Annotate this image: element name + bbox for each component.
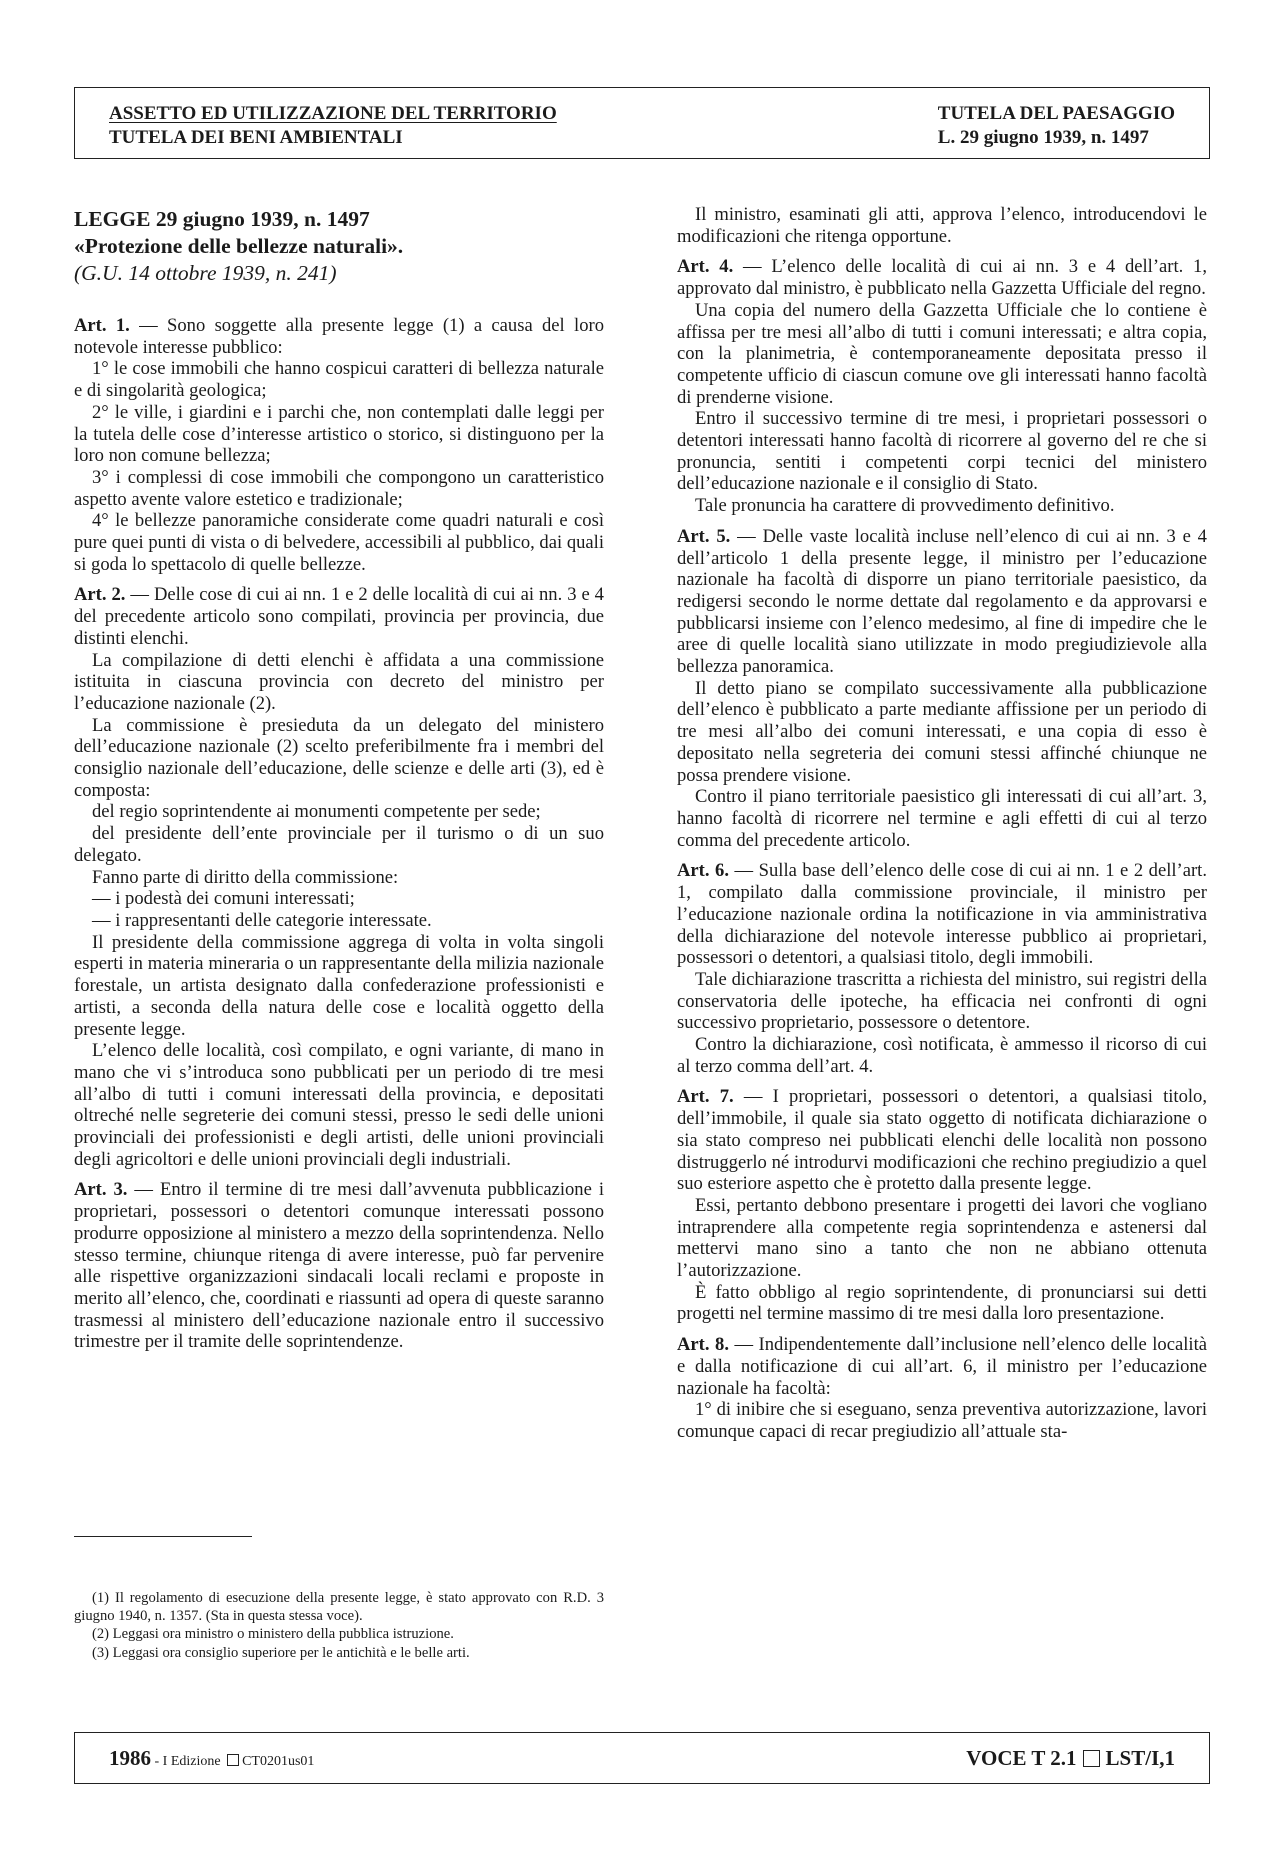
article-text: 1° le cose immobili che hanno cospicui caratteri di bellezza naturale e di singolarità geologica;: [74, 358, 604, 402]
articles-left: [74, 315, 604, 1353]
page-footer: [74, 1732, 1210, 1784]
law-subtitle: «Protezione delle bellezze naturali».: [74, 234, 404, 258]
header-law-ref: L. 29 giugno 1939, n. 1497: [937, 127, 1149, 148]
footer-left: [109, 1746, 314, 1771]
article: [677, 1334, 1207, 1443]
footnote: (1) Il regolamento di esecuzione della presente legge, è stato approvato con R.D. 3 giugno 1940, n. 1357. (Sta in questa stessa voce).: [74, 1590, 604, 1625]
article-text: 4° le bellezze panoramiche considerate come quadri naturali e così pure quei punti di vista o di belvedere, accessibili al pubblico, dai quali si goda lo spettacolo di quelle bellezze.: [74, 510, 604, 575]
article-text: Entro il successivo termine di tre mesi, i proprietari possessori o detentori interessati hanno facoltà di ricorrere al governo del re che si pronuncia, sentiti i competenti corpi tecnici del ministero dell’educazione nazionale e il consiglio di Stato.: [677, 408, 1207, 495]
article-number: Art. 2.: [74, 584, 126, 606]
article-text: La compilazione di detti elenchi è affidata a una commissione istituita in ciascuna provincia con decreto del ministro per l’educazione nazionale (2).: [74, 649, 604, 714]
header-left: [109, 102, 557, 158]
article-paragraph: [677, 300, 1207, 409]
law-title: LEGGE 29 giugno 1939, n. 1497: [74, 207, 370, 231]
header-section-subtitle: TUTELA DEI BENI AMBIENTALI: [109, 127, 403, 148]
article-paragraph: [677, 1399, 1207, 1442]
article-paragraph: [677, 969, 1207, 1034]
article-paragraph: [677, 1086, 1207, 1195]
article-paragraph: [74, 932, 604, 1041]
article-text: — Delle cose di cui ai nn. 1 e 2 delle località di cui ai nn. 3 e 4 del precedente articolo sono compilati, provincia per provincia, due distinti elenchi.: [74, 584, 604, 649]
article-paragraph: [677, 786, 1207, 851]
article-number: Art. 6.: [677, 860, 729, 882]
article: [677, 860, 1207, 1077]
article-paragraph: [74, 867, 604, 889]
article-text: — Entro il termine di tre mesi dall’avvenuta pubblicazione i proprietari, possessori o detentori comunque interessati possono produrre opposizione al ministero a mezzo della soprintendenza. Nello stesso termine, chiunque ritenga di avere interesse, può far pervenire alle rispettive organizzazioni sindacali locali reclami e proposte in merito all’elenco, che, coordinati e riassunti ad opera di queste saranno trasmessi al ministero dell’educazione nazionale entro il successivo trimestre per il tramite delle soprintendenze.: [74, 1179, 604, 1353]
article-text: Essi, pertanto debbono presentare i progetti dei lavori che vogliano intraprendere alla competente regia soprintendenza e astenersi dal mettervi mano sino a tanto che non ne abbiano ottenuta l’autorizzazione.: [677, 1194, 1207, 1282]
article-paragraph: [677, 256, 1207, 299]
article: [677, 1086, 1207, 1325]
article-number: Art. 3.: [74, 1179, 128, 1201]
article-text: 3° i complessi di cose immobili che compongono un caratteristico aspetto avente valore estetico e tradizionale;: [74, 466, 604, 510]
article-paragraph: [74, 801, 604, 823]
article-text: 1° di inibire che si eseguano, senza preventiva autorizzazione, lavori comunque capaci di recar pregiudizio all’attuale sta-: [677, 1399, 1207, 1442]
square-icon: [227, 1754, 239, 1766]
article-paragraph: [677, 204, 1207, 247]
article-text: Tale dichiarazione trascritta a richiesta del ministro, sui registri della conservatoria delle ipoteche, ha efficacia nei confronti di ogni successivo proprietario, possessore o detentore.: [677, 968, 1207, 1034]
article-text: Fanno parte di diritto della commissione:: [92, 866, 399, 888]
article-paragraph: [677, 495, 1207, 517]
gazette-reference: (G.U. 14 ottobre 1939, n. 241): [74, 261, 337, 285]
square-icon: [1083, 1750, 1100, 1767]
article-text: L’elenco delle località, così compilato, e ogni variante, di mano in mano che vi s’introduca sono pubblicati per un periodo di tre mesi all’albo di tutti i comuni interessati della provincia, e depositati oltreché nelle segreterie dei comuni stessi, presso le sedi delle unioni provinciali dei professionisti e degli artisti, delle unioni provinciali degli agricoltori e delle unioni provinciali degli industriali.: [74, 1040, 604, 1170]
footnote: (3) Leggasi ora consiglio superiore per le antichità e le belle arti.: [92, 1644, 470, 1661]
page-header: [74, 87, 1210, 159]
article-text: — i podestà dei comuni interessati;: [92, 888, 355, 910]
article-paragraph: [74, 650, 604, 715]
article-text: del presidente dell’ente provinciale per il turismo o di un suo delegato.: [74, 823, 604, 866]
article-paragraph: [74, 1179, 604, 1353]
article-text: 2° le ville, i giardini e i parchi che, non contemplati dalle leggi per la tutela delle cose d’interesse artistico o storico, si distinguono per la loro non comune bellezza;: [74, 401, 604, 467]
article-paragraph: [677, 1282, 1207, 1325]
article-text: Una copia del numero della Gazzetta Ufficiale che lo contiene è affissa per tre mesi all’albo di tutti i comuni interessati; e altra copia, con la planimetria, è contemporaneamente depositata presso il competente ufficio di ciascun comune ove gli interessati hanno facoltà di prenderne visione.: [677, 299, 1207, 408]
article-paragraph: [74, 1040, 604, 1170]
article: [677, 526, 1207, 852]
article: [74, 315, 604, 575]
voce-label: VOCE T 2.1: [966, 1745, 1077, 1770]
article-paragraph: [677, 1034, 1207, 1077]
article-paragraph: [677, 526, 1207, 678]
article-number: Art. 4.: [677, 256, 734, 278]
footnote: (2) Leggasi ora ministro o ministero della pubblica istruzione.: [92, 1626, 454, 1643]
article-text: — L’elenco delle località di cui ai nn. 3 e 4 dell’art. 1, approvato dal ministro, è pubblicato nella Gazzetta Ufficiale del regno.: [677, 256, 1207, 300]
article-number: Art. 1.: [74, 315, 130, 336]
header-topic: TUTELA DEL PAESAGGIO: [937, 103, 1175, 124]
article-paragraph: [74, 910, 604, 932]
article-paragraph: [74, 888, 604, 910]
article-text: È fatto obbligo al regio soprintendente, di pronunciarsi sui detti progetti nel termine massimo di tre mesi dalla loro presentazione.: [677, 1281, 1207, 1325]
article-text: Il detto piano se compilato successivamente alla pubblicazione dell’elenco è pubblicato a parte mediante affissione per un periodo di tre mesi all’albo dei comuni interessati, e una copia di esso è depositato nella segreteria dei comuni stessi affinché chiunque ne possa prendere visione.: [677, 677, 1207, 786]
article-text: Il presidente della commissione aggrega di volta in volta singoli esperti in materia mineraria o un rappresentante della milizia nazionale forestale, un artista designato dalla confederazione professionisti e artisti, a seconda della natura delle cose e località oggetto della presente legge.: [74, 931, 604, 1040]
header-right: [938, 102, 1175, 158]
article-paragraph: [677, 1334, 1207, 1399]
article-text: — Sono soggette alla presente legge (1) a causa del loro notevole interesse pubblico:: [74, 315, 604, 358]
article: [74, 584, 604, 1170]
article-paragraph: [677, 1195, 1207, 1282]
article-text: — Delle vaste località incluse nell’elenco di cui ai nn. 3 e 4 dell’articolo 1 della presente legge, il ministro per l’educazione nazionale ha facoltà di disporre un piano territoriale paesistico, da redigersi secondo le norme dettate dal regolamento e da approvarsi e pubblicarsi insieme con l’elenco medesimo, al fine di impedire che le aree di quelle località siano utilizzate in modo pregiudizievole alla bellezza panoramica.: [677, 525, 1207, 678]
footnote-divider: [74, 1536, 252, 1537]
article-number: Art. 7.: [677, 1086, 734, 1108]
article-paragraph: [74, 315, 604, 358]
page-number: 1986: [109, 1745, 151, 1770]
article-text: del regio soprintendente ai monumenti competente per sede;: [92, 801, 541, 823]
article-text: Contro la dichiarazione, così notificata, è ammesso il ricorso di cui al terzo comma dell’art. 4.: [677, 1034, 1207, 1077]
article-text: Tale pronuncia ha carattere di provvedimento definitivo.: [695, 495, 1115, 517]
article-text: — Sulla base dell’elenco delle cose di cui ai nn. 1 e 2 dell’art. 1, compilato dalla commissione provinciale, il ministro per l’educazione nazionale ordina la notificazione in via amministrativa della dichiarazione del notevole interesse pubblico ai proprietari, possessori o detentori, a qualsiasi titolo, degli immobili.: [677, 860, 1207, 969]
article-paragraph: [74, 358, 604, 401]
article-paragraph: [74, 715, 604, 802]
article-paragraph: [74, 510, 604, 575]
article-paragraph: [74, 584, 604, 649]
article: [677, 256, 1207, 516]
article-paragraph: [74, 402, 604, 467]
article-text: Il ministro, esaminati gli atti, approva l’elenco, introducendovi le modificazioni che ritenga opportune.: [677, 204, 1207, 247]
article: [677, 204, 1207, 247]
article-text: Contro il piano territoriale paesistico gli interessati di cui all’art. 3, hanno facoltà di ricorrere nel termine e agli effetti di cui al terzo comma del precedente articolo.: [677, 786, 1207, 851]
article-number: Art. 8.: [677, 1334, 729, 1356]
left-column: [74, 206, 604, 1362]
article-text: La commissione è presieduta da un delegato del ministero dell’educazione nazionale (2) scelto preferibilmente fra i membri del consiglio nazionale dell’educazione, delle scienze e delle arti (3), ed è composta:: [74, 714, 604, 801]
header-section-title: ASSETTO ED UTILIZZAZIONE DEL TERRITORIO: [109, 103, 557, 124]
footer-right: [966, 1746, 1175, 1771]
article-paragraph: [74, 467, 604, 510]
right-column: [677, 204, 1207, 1452]
article-text: — Indipendentemente dall’inclusione nell’elenco delle località e dalla notificazione di cui all’art. 6, il ministro per l’educazione nazionale ha facoltà:: [677, 1334, 1207, 1399]
article-text: — I proprietari, possessori o detentori, a qualsiasi titolo, dell’immobile, il quale sia stato oggetto di notificata dichiarazione o sia stato compreso nei pubblicati elenchi delle località non possono distruggerlo né introdurvi modificazioni che rechino pregiudizio a quel suo esteriore aspetto che è protetto dalla presente legge.: [677, 1086, 1207, 1195]
article-text: — i rappresentanti delle categorie interessate.: [92, 909, 432, 931]
edition-code: CT0201us01: [242, 1753, 315, 1769]
article-paragraph: [677, 408, 1207, 495]
footnotes: [74, 1589, 604, 1662]
article-number: Art. 5.: [677, 525, 731, 547]
edition-label: - I Edizione: [151, 1753, 221, 1769]
voce-code: LST/I,1: [1105, 1745, 1175, 1770]
article-paragraph: [74, 823, 604, 866]
article-paragraph: [677, 678, 1207, 787]
article: [74, 1179, 604, 1353]
articles-right: [677, 204, 1207, 1443]
article-paragraph: [677, 860, 1207, 969]
